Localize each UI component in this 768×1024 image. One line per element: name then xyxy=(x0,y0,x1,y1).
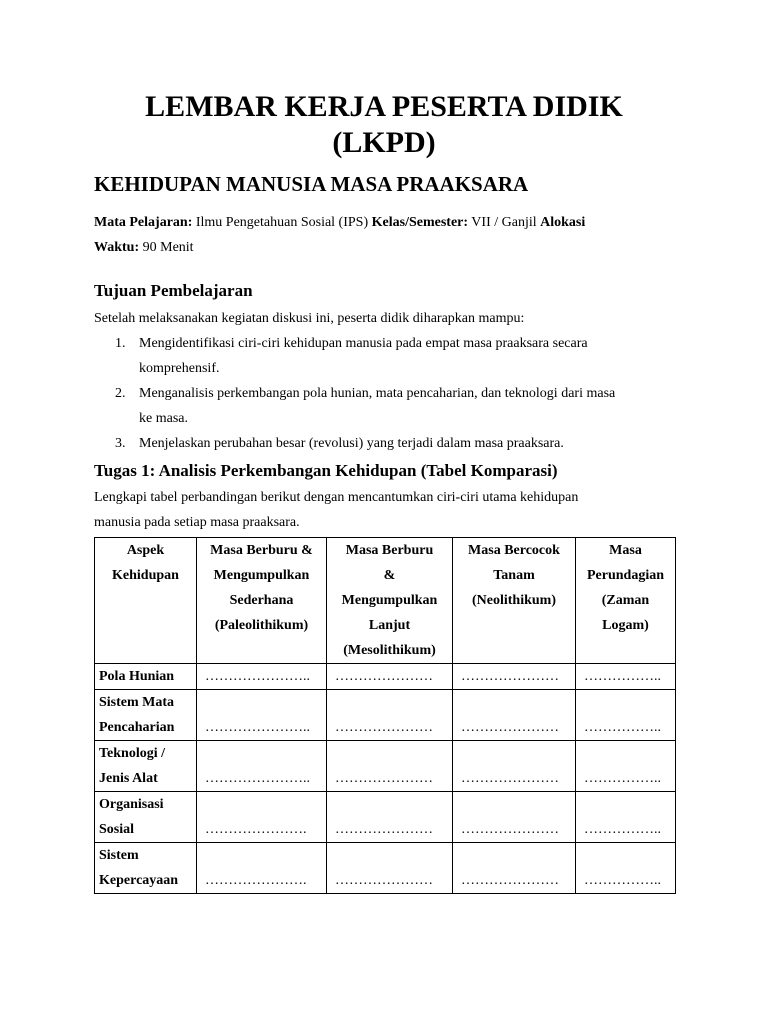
header-aspect xyxy=(95,538,197,664)
table-row xyxy=(95,741,676,792)
header-text: Masa Berburu & xyxy=(210,543,313,558)
aspect-text: Sistem xyxy=(99,848,139,863)
header-text: Mengumpulkan xyxy=(213,568,310,583)
objective-text-line-1: Menjelaskan perubahan besar (revolusi) yang terjadi dalam masa praaksara. xyxy=(139,436,564,451)
fill-in-cell: …………………. xyxy=(197,843,327,894)
time-label-1: Alokasi xyxy=(540,215,586,230)
page-title xyxy=(94,89,674,161)
fill-in-cell: …………….. xyxy=(576,792,676,843)
fill-in-cell: …………….. xyxy=(576,741,676,792)
header-text: Kehidupan xyxy=(112,568,179,583)
aspect-text: Sosial xyxy=(99,822,135,837)
objective-text-line-1: Menganalisis perkembangan pola hunian, mata pencaharian, dan teknologi dari masa xyxy=(139,386,616,401)
row-aspect xyxy=(95,664,197,690)
fill-in-cell: ………………… xyxy=(453,843,576,894)
objective-item xyxy=(94,331,674,381)
table-row xyxy=(95,792,676,843)
aspect-text: Pola Hunian xyxy=(99,669,175,684)
fill-in-cell: …………………. xyxy=(197,792,327,843)
aspect-text: Teknologi / xyxy=(99,746,166,761)
fill-in-cell: ………………….. xyxy=(197,664,327,690)
header-text: Masa Berburu xyxy=(345,543,434,558)
fill-in-cell: …………….. xyxy=(576,664,676,690)
header-text: Lanjut xyxy=(368,618,411,633)
subject-value: Ilmu Pengetahuan Sosial (IPS) xyxy=(192,215,372,230)
header-perundagian xyxy=(576,538,676,664)
header-neolithikum xyxy=(453,538,576,664)
objective-number: 3. xyxy=(115,436,126,451)
header-text: Perundagian xyxy=(586,568,664,583)
page-subtitle: KEHIDUPAN MANUSIA MASA PRAAKSARA xyxy=(94,172,529,196)
row-aspect xyxy=(95,741,197,792)
objective-text-line-1: Mengidentifikasi ciri-ciri kehidupan manusia pada empat masa praaksara secara xyxy=(139,336,588,351)
fill-in-cell: ………………… xyxy=(453,690,576,741)
objective-number: 2. xyxy=(115,386,126,401)
objective-text-line-2: ke masa. xyxy=(139,411,188,426)
fill-in-cell: ………………… xyxy=(327,741,453,792)
objective-item xyxy=(94,381,674,431)
title-line-1: LEMBAR KERJA PESERTA DIDIK xyxy=(145,90,623,123)
header-text: Masa Bercocok xyxy=(468,543,560,558)
time-value: 90 Menit xyxy=(139,240,194,255)
fill-in-cell: ………………….. xyxy=(197,690,327,741)
fill-in-cell: …………….. xyxy=(576,843,676,894)
fill-in-cell: ………………… xyxy=(453,741,576,792)
time-label-2: Waktu: xyxy=(94,240,140,255)
header-text: & xyxy=(383,568,396,583)
comparison-table xyxy=(94,537,676,894)
aspect-text: Sistem Mata xyxy=(99,695,175,710)
class-value: VII / Ganjil xyxy=(468,215,541,230)
subject-label: Mata Pelajaran: xyxy=(94,215,193,230)
header-paleolithikum xyxy=(197,538,327,664)
header-text: Mengumpulkan xyxy=(341,593,438,608)
fill-in-cell: ………………… xyxy=(327,690,453,741)
task1-instruction-line-2: manusia pada setiap masa praaksara. xyxy=(94,515,300,530)
header-text: (Paleolithikum) xyxy=(214,618,309,633)
title-line-2: (LKPD) xyxy=(332,126,436,159)
aspect-text: Jenis Alat xyxy=(99,771,158,786)
header-text: (Neolithikum) xyxy=(472,593,556,608)
lesson-meta xyxy=(94,210,674,260)
aspect-text: Organisasi xyxy=(99,797,164,812)
header-text: (Zaman xyxy=(601,593,650,608)
header-text: (Mesolithikum) xyxy=(343,643,436,658)
fill-in-cell: ………………… xyxy=(327,843,453,894)
objective-text-line-2: komprehensif. xyxy=(139,361,220,376)
table-row xyxy=(95,690,676,741)
task1-instruction xyxy=(94,485,674,535)
objectives-intro: Setelah melaksanakan kegiatan diskusi ini, peserta didik diharapkan mampu: xyxy=(94,311,525,326)
aspect-text: Pencaharian xyxy=(99,720,175,735)
fill-in-cell: ………………… xyxy=(453,664,576,690)
fill-in-cell: ………………… xyxy=(327,792,453,843)
header-text: Tanam xyxy=(493,568,535,583)
task1-heading: Tugas 1: Analisis Perkembangan Kehidupan (Tabel Komparasi) xyxy=(94,461,558,480)
row-aspect xyxy=(95,792,197,843)
row-aspect xyxy=(95,843,197,894)
fill-in-cell: …………….. xyxy=(576,690,676,741)
row-aspect xyxy=(95,690,197,741)
aspect-text: Kepercayaan xyxy=(99,873,179,888)
objectives-heading: Tujuan Pembelajaran xyxy=(94,281,253,300)
class-label: Kelas/Semester: xyxy=(371,215,469,230)
objectives-list xyxy=(94,331,674,456)
fill-in-cell: ………………… xyxy=(453,792,576,843)
table-row xyxy=(95,664,676,690)
table-row xyxy=(95,843,676,894)
objective-number: 1. xyxy=(115,336,126,351)
fill-in-cell: ………………… xyxy=(327,664,453,690)
header-text: Aspek xyxy=(126,543,165,558)
header-mesolithikum xyxy=(327,538,453,664)
objective-item xyxy=(94,431,674,456)
header-text: Logam) xyxy=(602,618,649,633)
table-header-row xyxy=(95,538,676,664)
header-text: Sederhana xyxy=(229,593,294,608)
task1-instruction-line-1: Lengkapi tabel perbandingan berikut dengan mencantumkan ciri-ciri utama kehidupan xyxy=(94,490,579,505)
header-text: Masa xyxy=(609,543,642,558)
fill-in-cell: ………………….. xyxy=(197,741,327,792)
